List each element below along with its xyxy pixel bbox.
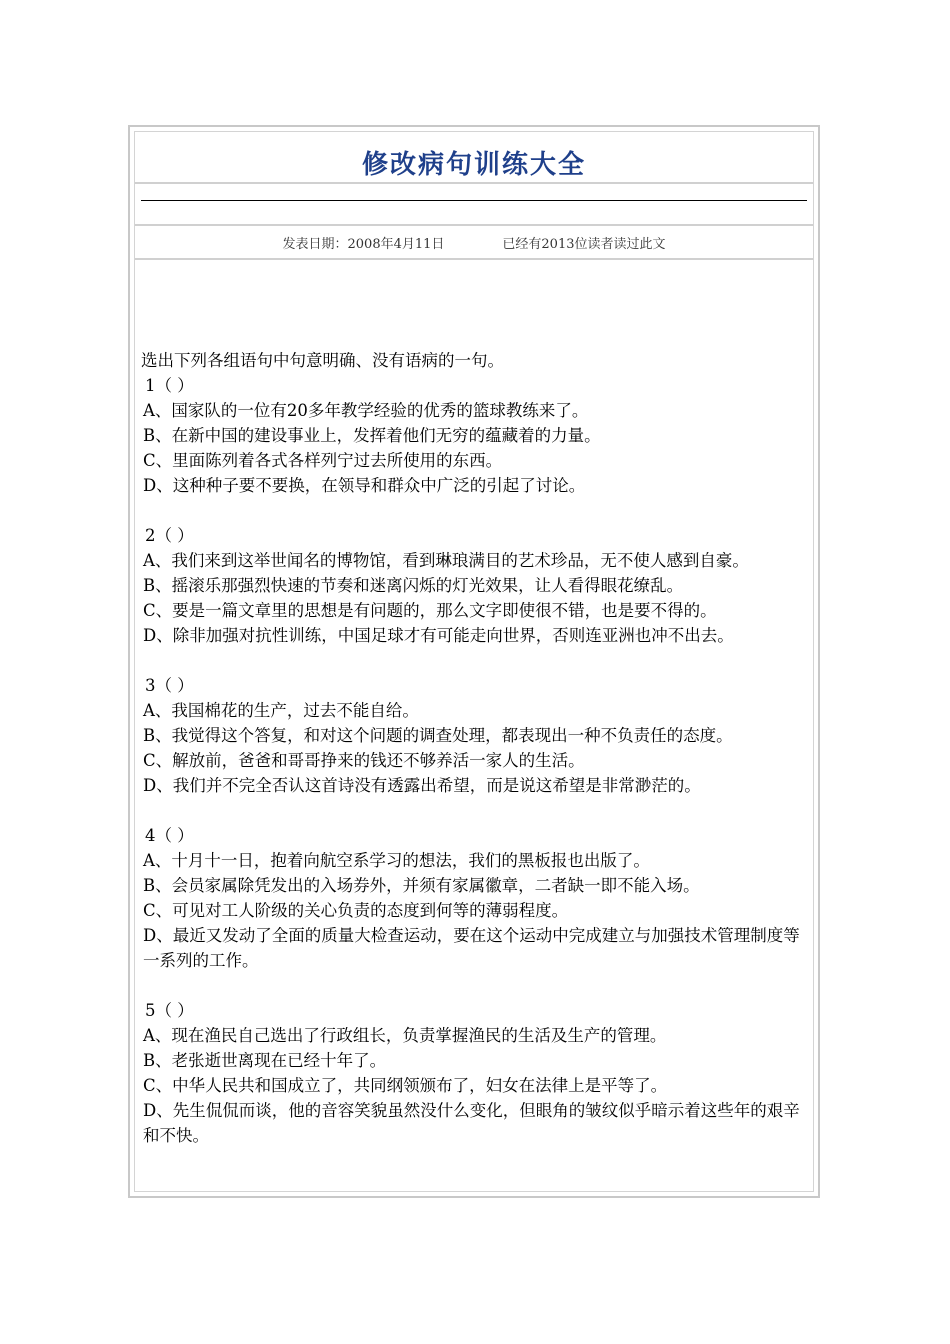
option-d: D、最近又发动了全面的质量大检查运动，要在这个运动中完成建立与加强技术管理制度等一系列的工作。	[143, 926, 800, 970]
article-body	[141, 348, 807, 1148]
separator-row	[135, 186, 813, 226]
option-a: A、国家队的一位有20多年教学经验的优秀的篮球教练来了。	[143, 401, 589, 420]
option-d: D、这种种子要不要换，在领导和群众中广泛的引起了讨论。	[143, 476, 586, 495]
option-d: D、我们并不完全否认这首诗没有透露出希望，而是说这希望是非常渺茫的。	[143, 776, 701, 795]
option-c: C、可见对工人阶级的关心负责的态度到何等的薄弱程度。	[143, 901, 569, 920]
article-frame	[128, 125, 820, 1198]
title-row	[135, 132, 813, 184]
option-a: A、十月十一日，抱着向航空系学习的想法，我们的黑板报也出版了。	[143, 851, 650, 870]
question-number: 4（ ）	[145, 826, 194, 845]
option-a: A、我国棉花的生产，过去不能自给。	[143, 701, 419, 720]
option-a: A、现在渔民自己选出了行政组长，负责掌握渔民的生活及生产的管理。	[143, 1026, 667, 1045]
horizontal-rule	[141, 200, 807, 201]
intro-text: 选出下列各组语句中句意明确、没有语病的一句。	[141, 351, 504, 370]
publish-date: 发表日期：2008年4月11日	[282, 237, 445, 252]
question-3	[141, 673, 807, 798]
option-d: D、先生侃侃而谈，他的音容笑貌虽然没什么变化，但眼角的皱纹似乎暗示着这些年的艰辛和不快。	[143, 1101, 800, 1145]
option-b: B、在新中国的建设事业上，发挥着他们无穷的蕴藏着的力量。	[143, 426, 601, 445]
page-title: 修改病句训练大全	[361, 150, 586, 180]
option-b: B、会员家属除凭发出的入场券外，并须有家属徽章，二者缺一即不能入场。	[143, 876, 700, 895]
reader-count: 已经有2013位读者读过此文	[502, 237, 666, 252]
article-meta	[135, 237, 813, 253]
option-c: C、中华人民共和国成立了，共同纲领颁布了，妇女在法律上是平等了。	[143, 1076, 668, 1095]
option-b: B、老张逝世离现在已经十年了。	[143, 1051, 387, 1070]
question-number: 5（ ）	[145, 1001, 194, 1020]
question-number: 2（ ）	[145, 526, 194, 545]
question-2	[141, 523, 807, 648]
article-inner-border	[134, 131, 814, 1192]
option-b: B、摇滚乐那强烈快速的节奏和迷离闪烁的灯光效果，让人看得眼花缭乱。	[143, 576, 684, 595]
meta-row	[135, 228, 813, 260]
question-5	[141, 998, 807, 1148]
option-c: C、解放前，爸爸和哥哥挣来的钱还不够养活一家人的生活。	[143, 751, 585, 770]
option-a: A、我们来到这举世闻名的博物馆，看到琳琅满目的艺术珍品，无不使人感到自豪。	[143, 551, 749, 570]
question-number: 3（ ）	[145, 676, 194, 695]
question-4	[141, 823, 807, 973]
option-d: D、除非加强对抗性训练，中国足球才有可能走向世界，否则连亚洲也冲不出去。	[143, 626, 734, 645]
option-c: C、里面陈列着各式各样列宁过去所使用的东西。	[143, 451, 503, 470]
question-number: 1（ ）	[145, 376, 194, 395]
option-c: C、要是一篇文章里的思想是有问题的，那么文字即使很不错，也是要不得的。	[143, 601, 717, 620]
question-1	[141, 373, 807, 498]
option-b: B、我觉得这个答复，和对这个问题的调查处理，都表现出一种不负责任的态度。	[143, 726, 733, 745]
